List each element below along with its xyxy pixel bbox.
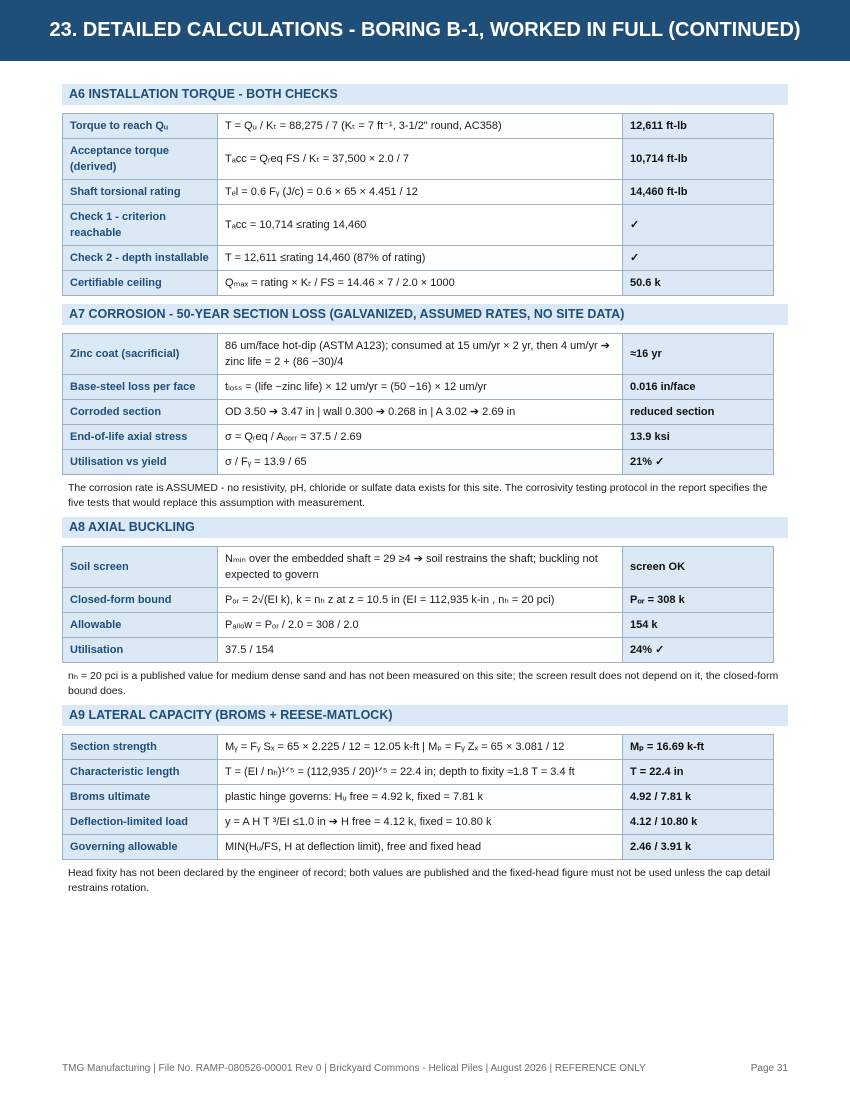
- footer-text: TMG Manufacturing | File No. RAMP-080526-00001 Rev 0 | Brickyard Commons - Helical Piles | August 2026 | REFERENCE ONLY: [62, 1063, 646, 1074]
- table-row: [63, 114, 774, 139]
- row-result: 4.12 / 10.80 k: [623, 810, 774, 835]
- table-row: [63, 375, 774, 400]
- table-row: [63, 246, 774, 271]
- page-banner-title: 23. DETAILED CALCULATIONS - BORING B-1, WORKED IN FULL (CONTINUED): [0, 0, 850, 61]
- row-formula: Qₘₐₓ = rating × Kₜ / FS = 14.46 × 7 / 2.0 × 1000: [218, 271, 623, 296]
- row-result: 4.92 / 7.81 k: [623, 785, 774, 810]
- row-label: Soil screen: [63, 547, 218, 588]
- row-label: Utilisation: [63, 638, 218, 663]
- section-a8-title: A8 AXIAL BUCKLING: [62, 517, 788, 538]
- table-row: [63, 180, 774, 205]
- row-formula: T = Qᵤ / Kₜ = 88,275 / 7 (Kₜ = 7 ft⁻¹, 3-1/2" round, AC358): [218, 114, 623, 139]
- row-result: 21% ✓: [623, 450, 774, 475]
- row-result: 14,460 ft-lb: [623, 180, 774, 205]
- table-row: [63, 810, 774, 835]
- table-row: [63, 613, 774, 638]
- row-result: 50.6 k: [623, 271, 774, 296]
- page-number: Page 31: [750, 1063, 788, 1074]
- row-label: End-of-life axial stress: [63, 425, 218, 450]
- row-label: Allowable: [63, 613, 218, 638]
- table-row: [63, 400, 774, 425]
- row-label: Certifiable ceiling: [63, 271, 218, 296]
- page-footer: [62, 1063, 788, 1074]
- row-result: 2.46 / 3.91 k: [623, 835, 774, 860]
- calc-content: [62, 84, 788, 902]
- table-row: [63, 271, 774, 296]
- row-label: Check 2 - depth installable: [63, 246, 218, 271]
- table-row: [63, 785, 774, 810]
- row-formula: Mᵧ = Fᵧ Sₓ = 65 × 2.225 / 12 = 12.05 k-ft | Mₚ = Fᵧ Zₓ = 65 × 3.081 / 12: [218, 735, 623, 760]
- row-formula: Nₘᵢₙ over the embedded shaft = 29 ≥4 ➔ soil restrains the shaft; buckling not expected to govern: [218, 547, 623, 588]
- row-result: T = 22.4 in: [623, 760, 774, 785]
- row-label: Acceptance torque (derived): [63, 139, 218, 180]
- table-row: [63, 450, 774, 475]
- table-row: [63, 139, 774, 180]
- row-formula: 37.5 / 154: [218, 638, 623, 663]
- table-a7: [62, 333, 774, 475]
- row-label: Governing allowable: [63, 835, 218, 860]
- table-row: [63, 760, 774, 785]
- row-formula: Tₐcc = Qᵣeq FS / Kₜ = 37,500 × 2.0 / 7: [218, 139, 623, 180]
- row-label: Deflection-limited load: [63, 810, 218, 835]
- table-row: [63, 334, 774, 375]
- row-formula: plastic hinge governs: Hᵤ free = 4.92 k, fixed = 7.81 k: [218, 785, 623, 810]
- row-result: ✓: [623, 246, 774, 271]
- table-a9: [62, 734, 774, 860]
- row-formula: MIN(Hᵤ/FS, H at deflection limit), free and fixed head: [218, 835, 623, 860]
- row-label: Closed-form bound: [63, 588, 218, 613]
- row-result: 12,611 ft-lb: [623, 114, 774, 139]
- table-row: [63, 588, 774, 613]
- row-label: Broms ultimate: [63, 785, 218, 810]
- row-label: Characteristic length: [63, 760, 218, 785]
- row-result: screen OK: [623, 547, 774, 588]
- table-row: [63, 735, 774, 760]
- row-formula: T = 12,611 ≤rating 14,460 (87% of rating): [218, 246, 623, 271]
- row-formula: 86 um/face hot-dip (ASTM A123); consumed at 15 um/yr × 2 yr, then 4 um/yr ➔ zinc life = 2 + (86 −30)/4: [218, 334, 623, 375]
- table-row: [63, 638, 774, 663]
- row-formula: Pₒᵣ = 2√(EI k), k = nₕ z at z = 10.5 in (EI = 112,935 k-in , nₕ = 20 pci): [218, 588, 623, 613]
- section-a8-note: nₕ = 20 pci is a published value for medium dense sand and has not been measured on this site; the screen result does not depend on it, the closed-form bound does.: [68, 670, 779, 697]
- row-label: Base-steel loss per face: [63, 375, 218, 400]
- row-formula: Tₑl = 0.6 Fᵧ (J/c) = 0.6 × 65 × 4.451 / 12: [218, 180, 623, 205]
- table-row: [63, 205, 774, 246]
- row-label: Zinc coat (sacrificial): [63, 334, 218, 375]
- row-result: 13.9 ksi: [623, 425, 774, 450]
- table-a6: [62, 113, 774, 296]
- row-formula: Tₐcc = 10,714 ≤rating 14,460: [218, 205, 623, 246]
- row-result: 10,714 ft-lb: [623, 139, 774, 180]
- row-label: Utilisation vs yield: [63, 450, 218, 475]
- table-a8: [62, 546, 774, 663]
- row-formula: Pₐₗₗₒw = Pₒᵣ / 2.0 = 308 / 2.0: [218, 613, 623, 638]
- section-a6-title: A6 INSTALLATION TORQUE - BOTH CHECKS: [62, 84, 788, 105]
- section-a9-title: A9 LATERAL CAPACITY (BROMS + REESE-MATLOCK): [62, 705, 788, 726]
- row-formula: OD 3.50 ➔ 3.47 in | wall 0.300 ➔ 0.268 in | A 3.02 ➔ 2.69 in: [218, 400, 623, 425]
- section-a9-note: Head fixity has not been declared by the engineer of record; both values are published and the fixed-head figure must not be used unless the cap detail restrains rotation.: [68, 867, 771, 894]
- row-result: 154 k: [623, 613, 774, 638]
- row-formula: T = (EI / nₕ)¹ᐟ⁵ = (112,935 / 20)¹ᐟ⁵ = 22.4 in; depth to fixity ≈1.8 T = 3.4 ft: [218, 760, 623, 785]
- row-label: Shaft torsional rating: [63, 180, 218, 205]
- section-a7-note: The corrosion rate is ASSUMED - no resistivity, pH, chloride or sulfate data exists for this site. The corrosivity testing protocol in the report specifies the five tests that would replace this assumption with measurement.: [68, 482, 768, 509]
- row-result: Mₚ = 16.69 k-ft: [623, 735, 774, 760]
- table-row: [63, 835, 774, 860]
- section-a7-title: A7 CORROSION - 50-YEAR SECTION LOSS (GALVANIZED, ASSUMED RATES, NO SITE DATA): [62, 304, 788, 325]
- row-formula: σ = Qᵣeq / Aₒₒᵣᵣ = 37.5 / 2.69: [218, 425, 623, 450]
- row-result: 0.016 in/face: [623, 375, 774, 400]
- row-result: Pₒᵣ = 308 k: [623, 588, 774, 613]
- row-label: Check 1 - criterion reachable: [63, 205, 218, 246]
- table-row: [63, 425, 774, 450]
- table-row: [63, 547, 774, 588]
- row-result: reduced section: [623, 400, 774, 425]
- row-formula: tₗₒₛₛ = (life −zinc life) × 12 um/yr = (50 −16) × 12 um/yr: [218, 375, 623, 400]
- row-label: Corroded section: [63, 400, 218, 425]
- row-formula: y = A H T ³/EI ≤1.0 in ➔ H free = 4.12 k, fixed = 10.80 k: [218, 810, 623, 835]
- row-result: 24% ✓: [623, 638, 774, 663]
- row-label: Torque to reach Qᵤ: [63, 114, 218, 139]
- row-result: ✓: [623, 205, 774, 246]
- row-formula: σ / Fᵧ = 13.9 / 65: [218, 450, 623, 475]
- row-label: Section strength: [63, 735, 218, 760]
- row-result: ≈16 yr: [623, 334, 774, 375]
